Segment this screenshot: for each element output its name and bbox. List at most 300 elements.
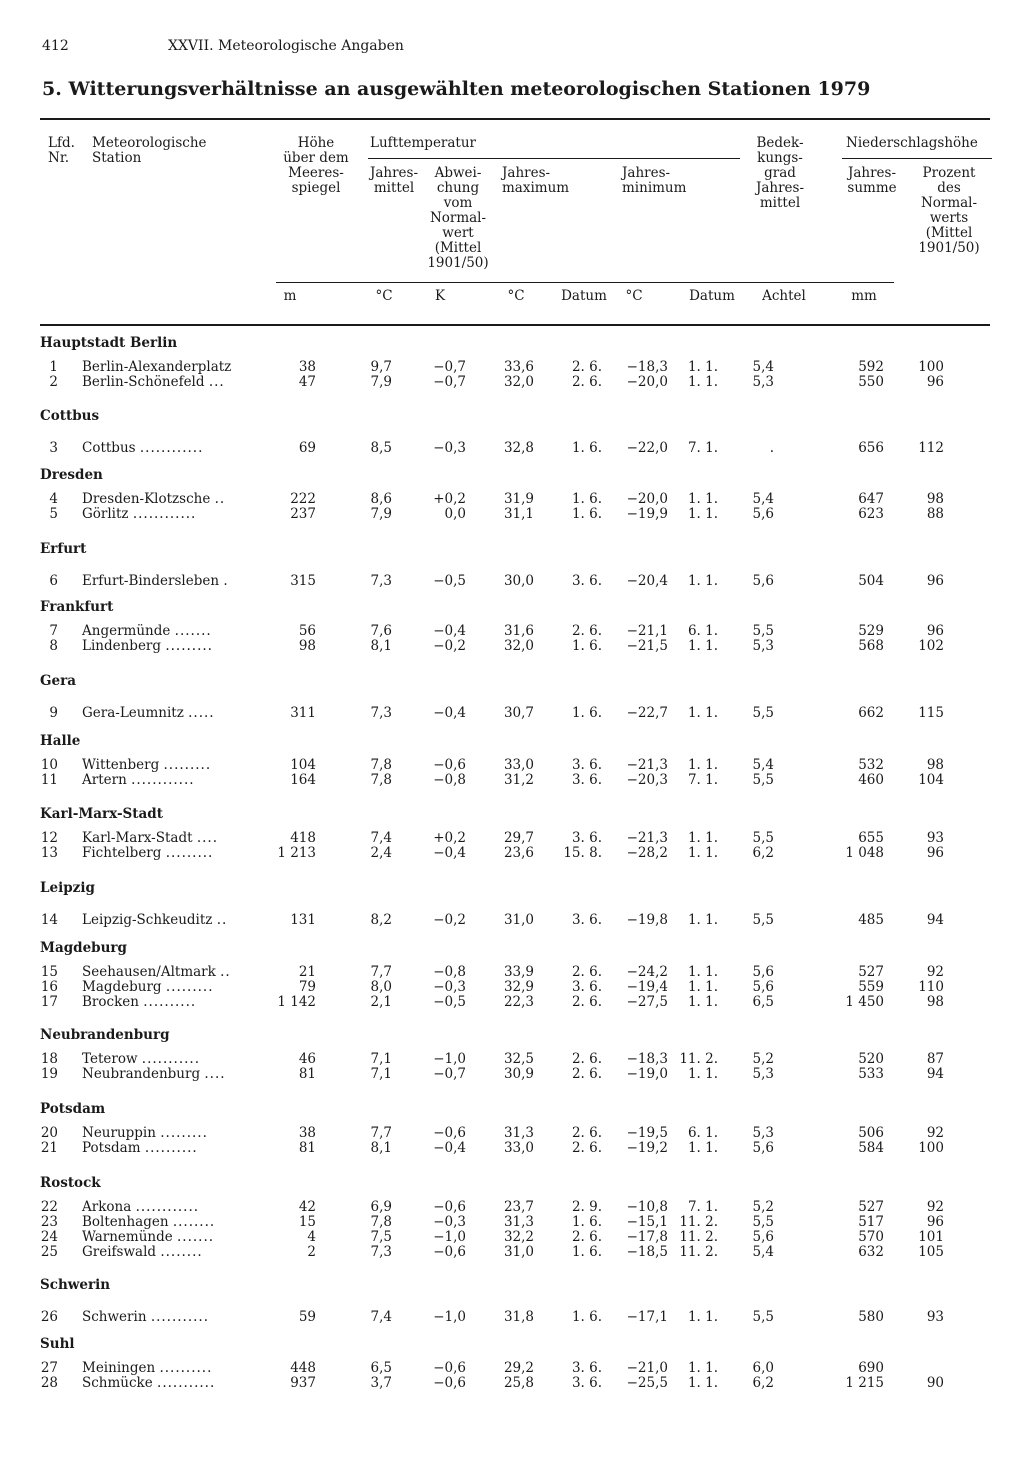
cell-hoehe: 937 bbox=[290, 1375, 316, 1391]
cell-abw: −0,6 bbox=[433, 757, 466, 773]
cell-min-d: 1. 1. bbox=[687, 374, 718, 390]
header-jahresmittel: Jahres- mittel bbox=[369, 165, 419, 196]
cell-proz: 92 bbox=[926, 1125, 944, 1141]
cell-mittel: 9,7 bbox=[370, 359, 392, 375]
leader-dots: ......... bbox=[163, 757, 212, 773]
table-row bbox=[0, 830, 1024, 845]
cell-abw: −0,6 bbox=[433, 1199, 466, 1215]
cell-proz: 112 bbox=[918, 440, 944, 456]
unit-max-datum: Datum bbox=[561, 288, 607, 304]
cell-max: 30,7 bbox=[503, 705, 534, 721]
cell-max: 29,7 bbox=[503, 830, 534, 846]
cell-min-d: 7. 1. bbox=[687, 772, 718, 788]
cell-abw: −0,3 bbox=[433, 979, 466, 995]
cell-min: −20,0 bbox=[626, 374, 668, 390]
cell-min-d: 1. 1. bbox=[687, 1360, 718, 1376]
cell-proz: 115 bbox=[918, 705, 944, 721]
station-name-cell bbox=[82, 757, 211, 773]
cell-hoehe: 418 bbox=[290, 830, 316, 846]
station-name: Teterow bbox=[82, 1051, 138, 1067]
cell-min: −22,0 bbox=[626, 440, 668, 456]
table-row bbox=[0, 1066, 1024, 1081]
cell-mittel: 7,8 bbox=[370, 772, 392, 788]
cell-proz: 92 bbox=[926, 1199, 944, 1215]
table-row bbox=[0, 1244, 1024, 1259]
header-niederschlag: Niederschlagshöhe bbox=[846, 135, 978, 151]
cell-summe: 559 bbox=[858, 979, 884, 995]
cell-proz: 94 bbox=[926, 1066, 944, 1082]
cell-max: 32,0 bbox=[503, 374, 534, 390]
leader-dots: .......... bbox=[144, 1140, 198, 1156]
cell-mittel: 7,1 bbox=[370, 1051, 392, 1067]
table-row bbox=[0, 1140, 1024, 1155]
station-name: Cottbus bbox=[82, 440, 136, 456]
cell-min: −17,1 bbox=[626, 1309, 668, 1325]
cell-hoehe: 2 bbox=[307, 1244, 316, 1260]
cell-max-d: 1. 6. bbox=[571, 1214, 602, 1230]
cell-max-d: 2. 6. bbox=[571, 623, 602, 639]
cell-hoehe: 1 213 bbox=[277, 845, 316, 861]
cell-max: 25,8 bbox=[503, 1375, 534, 1391]
table-row bbox=[0, 623, 1024, 638]
running-head-section: XXVII. Meteorologische Angaben bbox=[168, 38, 404, 54]
leader-dots: ... bbox=[208, 374, 225, 390]
cell-mittel: 7,4 bbox=[370, 1309, 392, 1325]
region-heading: Dresden bbox=[40, 467, 103, 483]
table-row bbox=[0, 1051, 1024, 1066]
cell-min: −24,2 bbox=[626, 964, 668, 980]
station-name-cell bbox=[82, 979, 214, 995]
cell-min-d: 1. 1. bbox=[687, 830, 718, 846]
cell-proz: 110 bbox=[918, 979, 944, 995]
cell-max-d: 1. 6. bbox=[571, 506, 602, 522]
cell-proz: 102 bbox=[918, 638, 944, 654]
cell-summe: 517 bbox=[858, 1214, 884, 1230]
cell-summe: 460 bbox=[858, 772, 884, 788]
cell-max: 29,2 bbox=[503, 1360, 534, 1376]
cell-nr: 5 bbox=[49, 506, 58, 522]
cell-max: 22,3 bbox=[503, 994, 534, 1010]
leader-dots: ............ bbox=[131, 772, 195, 788]
cell-summe: 550 bbox=[858, 374, 884, 390]
leader-dots: .... bbox=[204, 1066, 226, 1082]
cell-min-d: 6. 1. bbox=[687, 1125, 718, 1141]
cell-max-d: 3. 6. bbox=[571, 573, 602, 589]
cell-hoehe: 38 bbox=[298, 359, 316, 375]
cell-summe: 580 bbox=[858, 1309, 884, 1325]
leader-dots: .. bbox=[214, 491, 226, 507]
cell-min: −25,5 bbox=[626, 1375, 668, 1391]
table-row bbox=[0, 638, 1024, 653]
cell-hoehe: 448 bbox=[290, 1360, 316, 1376]
cell-nr: 13 bbox=[40, 845, 58, 861]
cell-min-d: 11. 2. bbox=[679, 1244, 718, 1260]
cell-max: 32,9 bbox=[503, 979, 534, 995]
cell-min: −21,5 bbox=[626, 638, 668, 654]
table-row bbox=[0, 1214, 1024, 1229]
cell-summe: 655 bbox=[858, 830, 884, 846]
station-name: Neubrandenburg bbox=[82, 1066, 201, 1082]
cell-summe: 504 bbox=[858, 573, 884, 589]
cell-min-d: 11. 2. bbox=[679, 1051, 718, 1067]
cell-max: 31,3 bbox=[503, 1214, 534, 1230]
cell-proz: 101 bbox=[918, 1229, 944, 1245]
cell-mittel: 7,3 bbox=[370, 705, 392, 721]
cell-bed: 5,6 bbox=[752, 964, 774, 980]
cell-summe: 662 bbox=[858, 705, 884, 721]
cell-min-d: 1. 1. bbox=[687, 1140, 718, 1156]
cell-summe: 656 bbox=[858, 440, 884, 456]
cell-bed: 6,0 bbox=[752, 1360, 774, 1376]
cell-mittel: 7,1 bbox=[370, 1066, 392, 1082]
cell-max-d: 2. 6. bbox=[571, 359, 602, 375]
station-name-cell bbox=[82, 772, 195, 788]
cell-bed: 5,4 bbox=[752, 491, 774, 507]
cell-max-d: 3. 6. bbox=[571, 757, 602, 773]
station-name: Boltenhagen bbox=[82, 1214, 169, 1230]
top-rule bbox=[40, 118, 990, 120]
table-row bbox=[0, 491, 1024, 506]
leader-dots: ........... bbox=[141, 1051, 201, 1067]
cell-summe: 690 bbox=[858, 1360, 884, 1376]
cell-min: −19,8 bbox=[626, 912, 668, 928]
cell-proz: 104 bbox=[918, 772, 944, 788]
cell-max-d: 2. 6. bbox=[571, 1066, 602, 1082]
cell-abw: −0,6 bbox=[433, 1244, 466, 1260]
cell-min-d: 1. 1. bbox=[687, 573, 718, 589]
cell-nr: 4 bbox=[49, 491, 58, 507]
station-name: Meiningen bbox=[82, 1360, 156, 1376]
cell-summe: 584 bbox=[858, 1140, 884, 1156]
cell-abw: −0,5 bbox=[433, 994, 466, 1010]
cell-mittel: 3,7 bbox=[370, 1375, 392, 1391]
cell-max: 33,0 bbox=[503, 757, 534, 773]
cell-nr: 28 bbox=[40, 1375, 58, 1391]
cell-min-d: 7. 1. bbox=[687, 1199, 718, 1215]
station-name-cell bbox=[82, 1125, 208, 1141]
table-row bbox=[0, 359, 1024, 374]
cell-proz: 96 bbox=[926, 623, 944, 639]
cell-mittel: 8,6 bbox=[370, 491, 392, 507]
table-row bbox=[0, 994, 1024, 1009]
cell-nr: 21 bbox=[40, 1140, 58, 1156]
cell-abw: −1,0 bbox=[433, 1229, 466, 1245]
cell-min: −19,9 bbox=[626, 506, 668, 522]
cell-max: 32,0 bbox=[503, 638, 534, 654]
station-name-cell bbox=[82, 1066, 226, 1082]
cell-mittel: 7,3 bbox=[370, 573, 392, 589]
cell-summe: 1 450 bbox=[845, 994, 884, 1010]
unit-summe: mm bbox=[851, 288, 877, 304]
table-row bbox=[0, 772, 1024, 787]
cell-min-d: 1. 1. bbox=[687, 359, 718, 375]
cell-min: −18,3 bbox=[626, 359, 668, 375]
cell-nr: 26 bbox=[40, 1309, 58, 1325]
station-name: Neuruppin bbox=[82, 1125, 156, 1141]
station-name: Dresden-Klotzsche bbox=[82, 491, 211, 507]
cell-hoehe: 42 bbox=[298, 1199, 316, 1215]
cell-hoehe: 1 142 bbox=[277, 994, 316, 1010]
cell-min: −19,5 bbox=[626, 1125, 668, 1141]
station-name-cell bbox=[82, 845, 213, 861]
cell-hoehe: 81 bbox=[298, 1140, 316, 1156]
cell-bed: 5,6 bbox=[752, 573, 774, 589]
cell-nr: 11 bbox=[40, 772, 58, 788]
region-heading: Frankfurt bbox=[40, 599, 114, 615]
cell-summe: 506 bbox=[858, 1125, 884, 1141]
cell-min-d: 1. 1. bbox=[687, 1309, 718, 1325]
station-name: Berlin-Schönefeld bbox=[82, 374, 205, 390]
cell-bed: 5,4 bbox=[752, 359, 774, 375]
header-jahresmaximum: Jahres- maximum bbox=[502, 165, 570, 196]
cell-abw: −0,8 bbox=[433, 772, 466, 788]
cell-proz: 96 bbox=[926, 845, 944, 861]
cell-proz: 100 bbox=[918, 359, 944, 375]
cell-nr: 10 bbox=[40, 757, 58, 773]
leader-dots: .. bbox=[220, 964, 231, 980]
leader-dots: .. bbox=[216, 912, 228, 928]
region-heading: Leipzig bbox=[40, 880, 95, 896]
cell-max: 31,1 bbox=[503, 506, 534, 522]
station-name-cell bbox=[82, 830, 218, 846]
station-name-cell bbox=[82, 506, 196, 522]
cell-nr: 17 bbox=[40, 994, 58, 1010]
cell-proz: 87 bbox=[926, 1051, 944, 1067]
station-name-cell bbox=[82, 1214, 215, 1230]
station-name: Görlitz bbox=[82, 506, 129, 522]
cell-mittel: 8,1 bbox=[370, 638, 392, 654]
region-heading: Erfurt bbox=[40, 541, 87, 557]
table-row bbox=[0, 1360, 1024, 1375]
cell-summe: 533 bbox=[858, 1066, 884, 1082]
table-row bbox=[0, 1199, 1024, 1214]
station-name-cell bbox=[82, 1375, 215, 1391]
cell-abw: +0,2 bbox=[433, 830, 466, 846]
station-name-cell bbox=[82, 912, 227, 928]
cell-mittel: 2,1 bbox=[370, 994, 392, 1010]
cell-hoehe: 164 bbox=[290, 772, 316, 788]
cell-nr: 16 bbox=[40, 979, 58, 995]
cell-max-d: 3. 6. bbox=[571, 1360, 602, 1376]
cell-proz: 98 bbox=[926, 491, 944, 507]
cell-max-d: 3. 6. bbox=[571, 912, 602, 928]
table-row bbox=[0, 1125, 1024, 1140]
station-name: Lindenberg bbox=[82, 638, 162, 654]
header-bedeckung: Bedek- kungs- grad Jahres- mittel bbox=[755, 135, 805, 211]
leader-dots: .......... bbox=[143, 994, 197, 1010]
cell-abw: −0,2 bbox=[433, 912, 466, 928]
cell-summe: 570 bbox=[858, 1229, 884, 1245]
cell-abw: −1,0 bbox=[433, 1309, 466, 1325]
cell-bed: 5,5 bbox=[752, 772, 774, 788]
cell-min: −19,4 bbox=[626, 979, 668, 995]
cell-bed: 5,5 bbox=[752, 623, 774, 639]
leader-dots: ............ bbox=[135, 1199, 200, 1215]
cell-bed: 5,6 bbox=[752, 1229, 774, 1245]
cell-max: 33,6 bbox=[503, 359, 534, 375]
cell-proz: 100 bbox=[918, 1140, 944, 1156]
cell-bed: 5,6 bbox=[752, 1140, 774, 1156]
cell-nr: 18 bbox=[40, 1051, 58, 1067]
header-lufttemperatur: Lufttemperatur bbox=[370, 135, 477, 151]
header-prozent: Prozent des Normal- werts (Mittel 1901/50) bbox=[918, 165, 980, 256]
header-niederschlag-rule bbox=[842, 158, 992, 159]
cell-bed: 5,4 bbox=[752, 757, 774, 773]
leader-dots: ........ bbox=[172, 1214, 216, 1230]
cell-proz: 93 bbox=[926, 1309, 944, 1325]
station-name-cell bbox=[82, 359, 231, 375]
cell-summe: 647 bbox=[858, 491, 884, 507]
cell-abw: −0,3 bbox=[433, 440, 466, 456]
cell-nr: 15 bbox=[40, 964, 58, 980]
header-abweichung: Abwei- chung vom Normal- wert (Mittel 1901/50) bbox=[427, 165, 489, 271]
cell-max: 31,2 bbox=[503, 772, 534, 788]
cell-min: −21,3 bbox=[626, 757, 668, 773]
cell-max: 32,2 bbox=[503, 1229, 534, 1245]
cell-bed: 5,4 bbox=[752, 1244, 774, 1260]
unit-temp: °C bbox=[375, 288, 393, 304]
cell-summe: 623 bbox=[858, 506, 884, 522]
cell-max: 32,8 bbox=[503, 440, 534, 456]
cell-nr: 2 bbox=[49, 374, 58, 390]
cell-min-d: 1. 1. bbox=[687, 506, 718, 522]
cell-abw: +0,2 bbox=[433, 491, 466, 507]
cell-hoehe: 131 bbox=[290, 912, 316, 928]
cell-proz: 94 bbox=[926, 912, 944, 928]
cell-min: −20,3 bbox=[626, 772, 668, 788]
cell-mittel: 6,5 bbox=[370, 1360, 392, 1376]
region-heading: Potsdam bbox=[40, 1101, 106, 1117]
cell-nr: 23 bbox=[40, 1214, 58, 1230]
unit-hoehe: m bbox=[283, 288, 297, 304]
cell-min-d: 1. 1. bbox=[687, 705, 718, 721]
cell-min: −22,7 bbox=[626, 705, 668, 721]
cell-bed: 5,5 bbox=[752, 705, 774, 721]
station-name: Schwerin bbox=[82, 1309, 147, 1325]
station-name-cell bbox=[82, 491, 225, 507]
cell-min: −20,0 bbox=[626, 491, 668, 507]
header-lfd-nr: Lfd. Nr. bbox=[48, 135, 75, 166]
cell-proz: 96 bbox=[926, 374, 944, 390]
cell-max: 33,9 bbox=[503, 964, 534, 980]
station-name-cell bbox=[82, 1309, 209, 1325]
cell-abw: −1,0 bbox=[433, 1051, 466, 1067]
cell-summe: 529 bbox=[858, 623, 884, 639]
cell-hoehe: 21 bbox=[298, 964, 316, 980]
cell-bed: 5,5 bbox=[752, 1214, 774, 1230]
cell-hoehe: 4 bbox=[307, 1229, 316, 1245]
unit-min: °C bbox=[625, 288, 643, 304]
station-name-cell bbox=[82, 440, 203, 456]
units-top-rule bbox=[276, 282, 894, 283]
cell-min-d: 1. 1. bbox=[687, 1066, 718, 1082]
station-name-cell bbox=[82, 1140, 198, 1156]
table-row bbox=[0, 573, 1024, 588]
cell-max-d: 1. 6. bbox=[571, 491, 602, 507]
station-name: Potsdam bbox=[82, 1140, 141, 1156]
cell-abw: −0,6 bbox=[433, 1360, 466, 1376]
cell-hoehe: 38 bbox=[298, 1125, 316, 1141]
cell-proz: 96 bbox=[926, 1214, 944, 1230]
cell-min: −18,5 bbox=[626, 1244, 668, 1260]
cell-mittel: 8,5 bbox=[370, 440, 392, 456]
leader-dots: ........ bbox=[160, 1244, 203, 1260]
cell-bed: 5,3 bbox=[752, 374, 774, 390]
cell-summe: 568 bbox=[858, 638, 884, 654]
cell-hoehe: 56 bbox=[298, 623, 316, 639]
cell-max-d: 15. 8. bbox=[563, 845, 602, 861]
cell-min-d: 1. 1. bbox=[687, 638, 718, 654]
leader-dots: .... bbox=[196, 830, 218, 846]
cell-proz: 90 bbox=[926, 1375, 944, 1391]
cell-max: 31,0 bbox=[503, 1244, 534, 1260]
cell-max: 30,0 bbox=[503, 573, 534, 589]
station-name: Karl-Marx-Stadt bbox=[82, 830, 193, 846]
cell-mittel: 7,7 bbox=[370, 1125, 392, 1141]
station-name-cell bbox=[82, 374, 225, 390]
cell-bed: 6,2 bbox=[752, 845, 774, 861]
region-heading: Schwerin bbox=[40, 1277, 111, 1293]
leader-dots: ........... bbox=[157, 1375, 216, 1391]
cell-proz: 98 bbox=[926, 757, 944, 773]
cell-mittel: 7,4 bbox=[370, 830, 392, 846]
cell-nr: 1 bbox=[49, 359, 58, 375]
cell-mittel: 8,2 bbox=[370, 912, 392, 928]
cell-bed: 6,2 bbox=[752, 1375, 774, 1391]
cell-mittel: 7,8 bbox=[370, 1214, 392, 1230]
cell-hoehe: 15 bbox=[298, 1214, 316, 1230]
cell-max-d: 2. 6. bbox=[571, 1140, 602, 1156]
cell-min-d: 1. 1. bbox=[687, 845, 718, 861]
cell-nr: 3 bbox=[49, 440, 58, 456]
cell-min-d: 1. 1. bbox=[687, 979, 718, 995]
region-heading: Karl-Marx-Stadt bbox=[40, 806, 163, 822]
unit-abw: K bbox=[434, 288, 446, 304]
cell-min-d: 6. 1. bbox=[687, 623, 718, 639]
cell-max: 31,0 bbox=[503, 912, 534, 928]
cell-min: −18,3 bbox=[626, 1051, 668, 1067]
region-heading: Halle bbox=[40, 733, 81, 749]
station-name-cell bbox=[82, 705, 215, 721]
region-heading: Cottbus bbox=[40, 408, 100, 424]
cell-max-d: 2. 9. bbox=[571, 1199, 602, 1215]
cell-mittel: 8,0 bbox=[370, 979, 392, 995]
cell-abw: −0,7 bbox=[433, 1066, 466, 1082]
leader-dots: ....... bbox=[174, 623, 212, 639]
cell-bed: 5,5 bbox=[752, 830, 774, 846]
cell-min: −10,8 bbox=[626, 1199, 668, 1215]
cell-proz: 105 bbox=[918, 1244, 944, 1260]
cell-max: 31,9 bbox=[503, 491, 534, 507]
station-name-cell bbox=[82, 1360, 212, 1376]
cell-bed: 5,3 bbox=[752, 638, 774, 654]
cell-hoehe: 79 bbox=[298, 979, 316, 995]
header-jahressumme: Jahres- summe bbox=[847, 165, 897, 196]
region-heading: Gera bbox=[40, 673, 76, 689]
cell-max-d: 3. 6. bbox=[571, 979, 602, 995]
table-row bbox=[0, 374, 1024, 389]
table-row bbox=[0, 979, 1024, 994]
cell-mittel: 7,8 bbox=[370, 757, 392, 773]
cell-mittel: 2,4 bbox=[370, 845, 392, 861]
header-jahresminimum: Jahres- minimum bbox=[622, 165, 687, 196]
cell-summe: 1 048 bbox=[845, 845, 884, 861]
cell-max-d: 1. 6. bbox=[571, 638, 602, 654]
cell-max: 23,6 bbox=[503, 845, 534, 861]
cell-min: −19,0 bbox=[626, 1066, 668, 1082]
table-row bbox=[0, 1375, 1024, 1390]
cell-hoehe: 46 bbox=[298, 1051, 316, 1067]
